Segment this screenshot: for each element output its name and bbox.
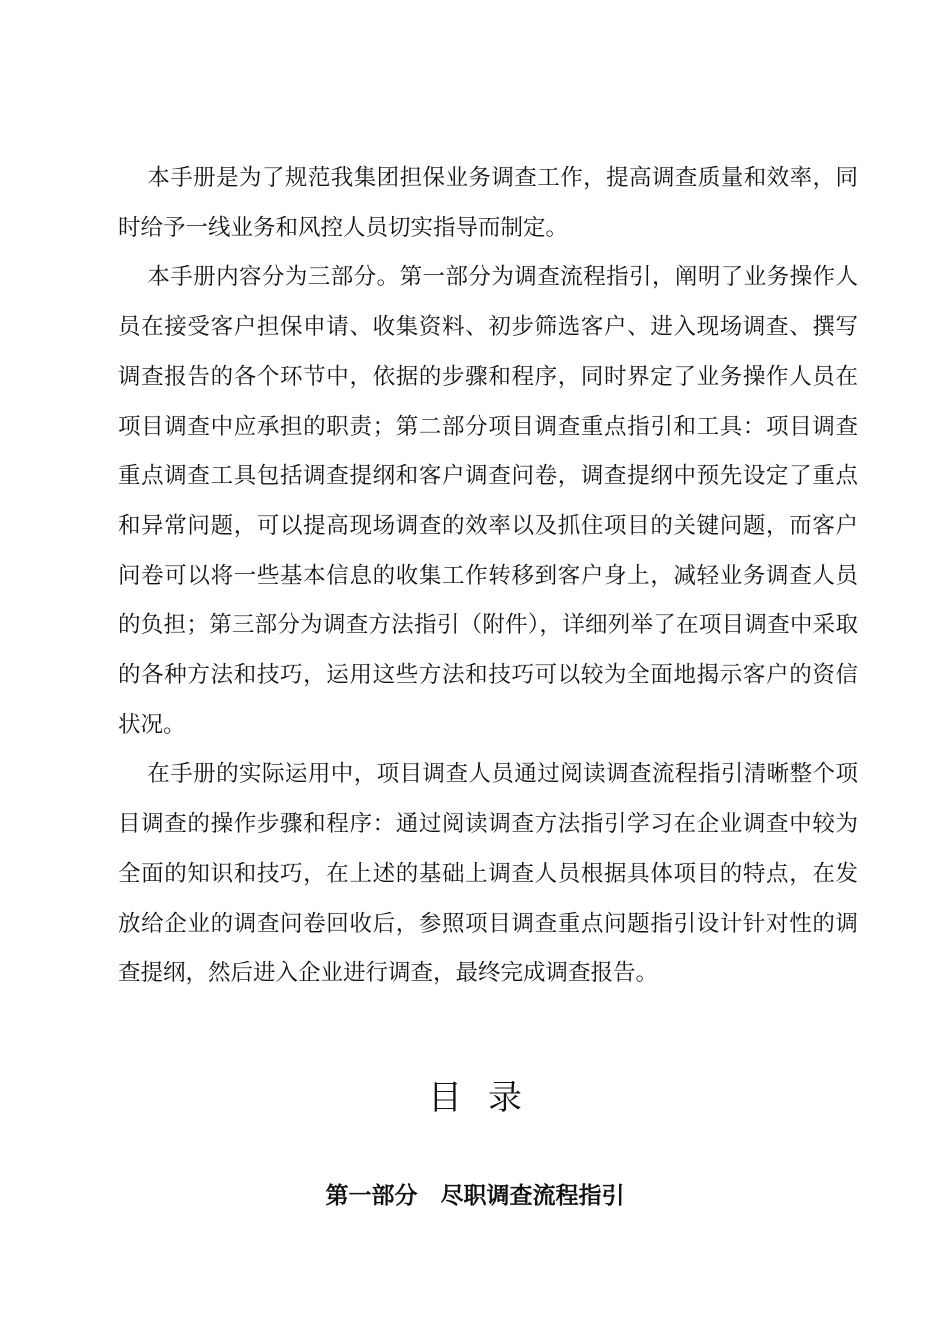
preface-body — [118, 154, 858, 999]
toc-title: 目录 — [428, 1078, 548, 1118]
preface-paragraph-3: 在手册的实际运用中，项目调查人员通过阅读调查流程指引清晰整个项目调查的操作步骤和程序：通过阅读调查方法指引学习在企业调查中较为全面的知识和技巧，在上述的基础上调查人员根据具体项目的特点，在发放给企业的调查问卷回收后，参照项目调查重点问题指引设计针对性的调查提纲，然后进入企业进行调查，最终完成调查报告。 — [118, 761, 858, 987]
preface-paragraph-1: 本手册是为了规范我集团担保业务调查工作，提高调查质量和效率，同时给予一线业务和风控人员切实指导而制定。 — [118, 165, 858, 241]
preface-paragraph-2: 本手册内容分为三部分。第一部分为调查流程指引，阐明了业务操作人员在接受客户担保申请、收集资料、初步筛选客户、进入现场调查、撰写调查报告的各个环节中，依据的步骤和程序，同时界定了业务操作人员在项目调查中应承担的职责；第二部分项目调查重点指引和工具：项目调查重点调查工具包括调查提纲和客户调查问卷，调查提纲中预先设定了重点和异常问题，可以提高现场调查的效率以及抓住项目的关键问题，而客户问卷可以将一些基本信息的收集工作转移到客户身上，减轻业务调查人员的负担；第三部分为调查方法指引（附件），详细列举了在项目调查中采取的各种方法和技巧，运用这些方法和技巧可以较为全面地揭示客户的资信状况。 — [118, 264, 858, 738]
part-one-heading: 第一部分 尽职调查流程指引 — [325, 1183, 625, 1209]
